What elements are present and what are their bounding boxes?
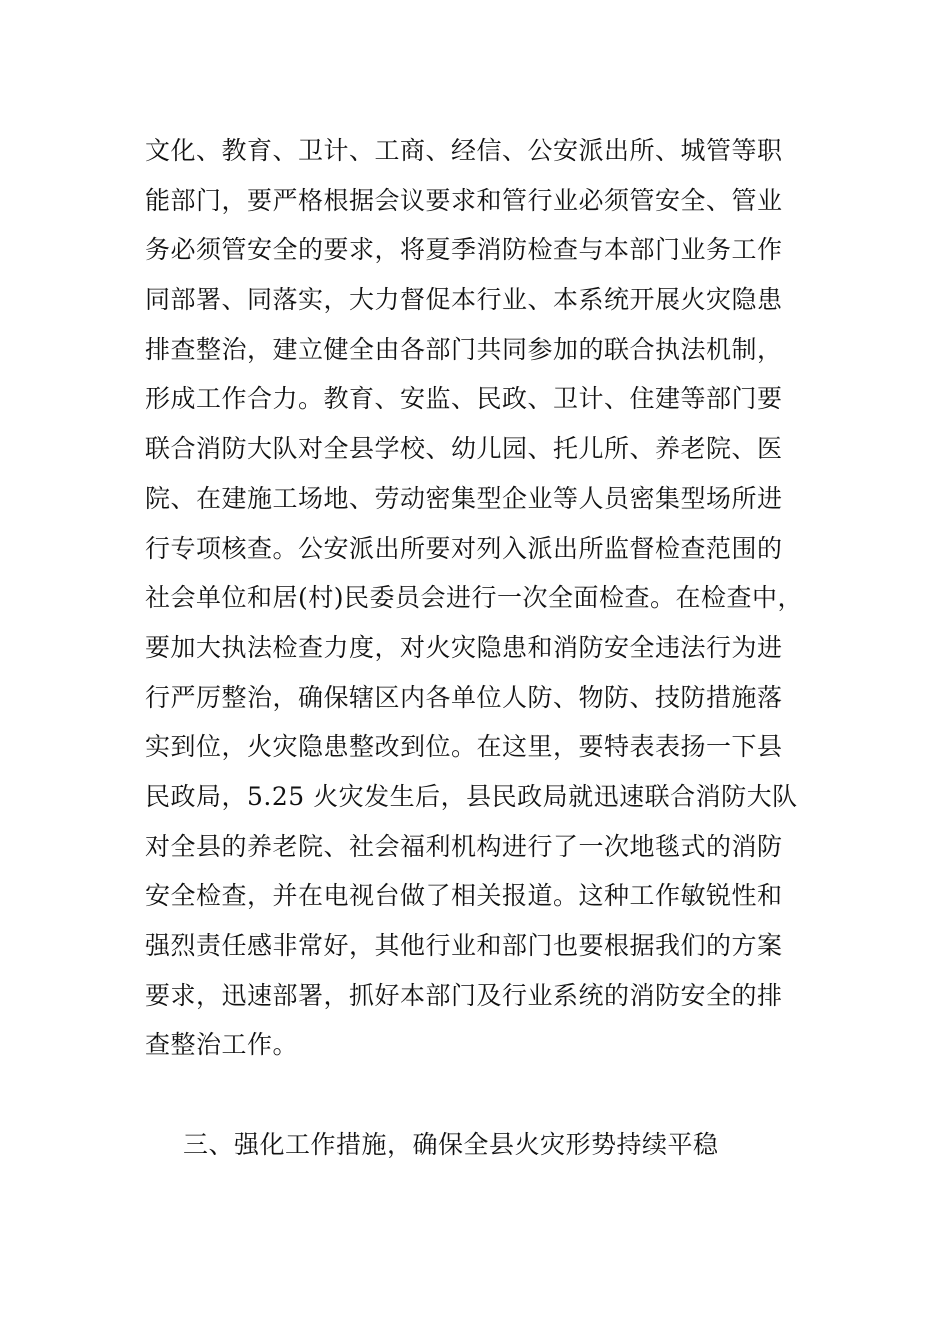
paragraph-line: 要求，迅速部署，抓好本部门及行业系统的消防安全的排 [145, 980, 783, 1010]
paragraph-line: 同部署、同落实，大力督促本行业、本系统开展火灾隐患 [145, 285, 783, 315]
body-paragraph [145, 126, 825, 1070]
section-heading: 三、强化工作措施，确保全县火灾形势持续平稳 [183, 1130, 719, 1159]
paragraph-line: 文化、教育、卫计、工商、经信、公安派出所、城管等职 [145, 136, 783, 165]
paragraph-line: 民政局，5.25 火灾发生后，县民政局就迅速联合消防大队 [145, 781, 798, 811]
paragraph-line: 要加大执法检查力度，对火灾隐患和消防安全违法行为进 [145, 632, 783, 662]
paragraph-line: 查整治工作。 [145, 1030, 299, 1060]
paragraph-line: 实到位，火灾隐患整改到位。在这里，要特表表扬一下县 [145, 732, 783, 762]
paragraph-line: 务必须管安全的要求，将夏季消防检查与本部门业务工作 [145, 235, 783, 265]
paragraph-line: 强烈责任感非常好，其他行业和部门也要根据我们的方案 [145, 931, 783, 960]
paragraph-line: 社会单位和居(村)民委员会进行一次全面检查。在检查中， [145, 583, 804, 613]
paragraph-line: 院、在建施工场地、劳动密集型企业等人员密集型场所进 [145, 483, 783, 513]
paragraph-line: 安全检查，并在电视台做了相关报道。这种工作敏锐性和 [145, 881, 783, 911]
paragraph-line: 联合消防大队对全县学校、幼儿园、托儿所、养老院、医 [145, 434, 783, 464]
paragraph-line: 能部门，要严格根据会议要求和管行业必须管安全、管业 [145, 185, 783, 215]
paragraph-line: 行专项核查。公安派出所要对列入派出所监督检查范围的 [145, 533, 783, 563]
paragraph-line: 对全县的养老院、社会福利机构进行了一次地毯式的消防 [145, 831, 783, 861]
paragraph-line: 行严厉整治，确保辖区内各单位人防、物防、技防措施落 [145, 682, 783, 712]
paragraph-line: 形成工作合力。教育、安监、民政、卫计、住建等部门要 [145, 384, 783, 414]
paragraph-line: 排查整治，建立健全由各部门共同参加的联合执法机制， [145, 334, 783, 364]
